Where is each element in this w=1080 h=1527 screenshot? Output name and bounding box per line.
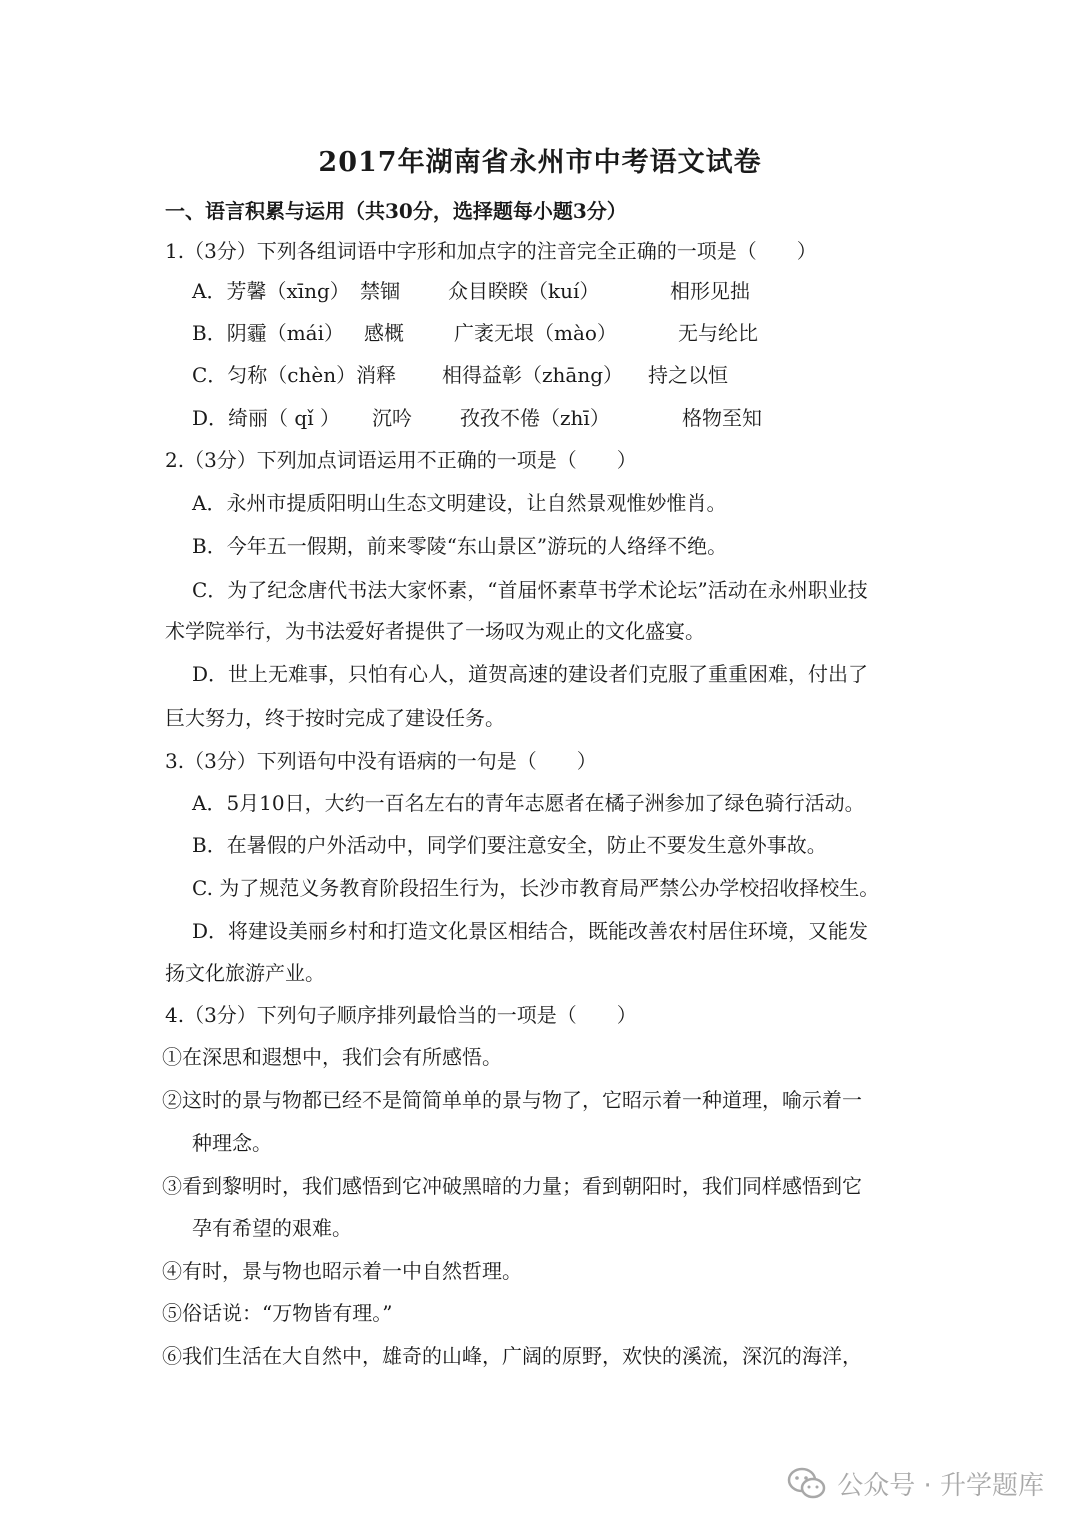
sentence-1: ①在深思和遐想中，我们会有所感悟。 <box>162 1045 502 1069</box>
watermark <box>787 1465 1044 1502</box>
sentence-4: ④有时，景与物也昭示着一中自然哲理。 <box>162 1259 522 1283</box>
sentence-6: ⑥我们生活在大自然中，雄奇的山峰，广阔的原野，欢快的溪流，深沉的海洋， <box>162 1344 862 1368</box>
sentence-3: ③看到黎明时，我们感悟到它冲破黑暗的力量；看到朝阳时，我们同样感悟到它 <box>162 1174 862 1198</box>
question-2-stem: 2.（3分）下列加点词语运用不正确的一项是（ ） <box>165 448 637 472</box>
question-1-option-a: A．芳馨（xīng） 禁锢 众目睽睽（kuí） 相形见拙 <box>192 279 750 303</box>
question-2-option-d-cont: 巨大努力，终于按时完成了建设任务。 <box>165 706 505 730</box>
question-1-stem: 1.（3分）下列各组词语中字形和加点字的注音完全正确的一项是（ ） <box>165 239 817 263</box>
wechat-icon <box>787 1467 827 1501</box>
watermark-text: 公众号 · 升学题库 <box>837 1471 1044 1501</box>
question-2-option-c-cont: 术学院举行，为书法爱好者提供了一场叹为观止的文化盛宴。 <box>165 619 705 643</box>
question-2-option-b: B．今年五一假期，前来零陵“东山景区”游玩的人络绎不绝。 <box>192 534 728 558</box>
question-2-option-d: D．世上无难事，只怕有心人，道贺高速的建设者们克服了重重困难，付出了 <box>192 662 869 686</box>
question-1-option-d: D．绮丽（ qǐ ） 沉吟 孜孜不倦（zhī） 格物至知 <box>192 406 762 430</box>
sentence-3-cont: 孕有希望的艰难。 <box>192 1216 352 1240</box>
question-2-option-c: C．为了纪念唐代书法大家怀素，“首届怀素草书学术论坛”活动在永州职业技 <box>192 578 868 602</box>
question-3-option-b: B．在暑假的户外活动中，同学们要注意安全，防止不要发生意外事故。 <box>192 833 827 857</box>
page-title: 2017年湖南省永州市中考语文试卷 <box>318 147 762 178</box>
question-3-stem: 3.（3分）下列语句中没有语病的一句是（ ） <box>165 749 597 773</box>
question-3-option-d-cont: 扬文化旅游产业。 <box>165 961 325 985</box>
sentence-2-cont: 种理念。 <box>192 1131 272 1155</box>
sentence-2: ②这时的景与物都已经不是简简单单的景与物了，它昭示着一种道理，喻示着一 <box>162 1088 862 1112</box>
question-1-option-c: C．匀称（chèn）消释 相得益彰（zhāng） 持之以恒 <box>192 363 728 387</box>
question-3-option-d: D．将建设美丽乡村和打造文化景区相结合，既能改善农村居住环境，又能发 <box>192 919 869 943</box>
question-3-option-c: C. 为了规范义务教育阶段招生行为，长沙市教育局严禁公办学校招收择校生。 <box>192 876 880 900</box>
question-4-stem: 4.（3分）下列句子顺序排列最恰当的一项是（ ） <box>165 1003 637 1027</box>
question-2-option-a: A．永州市提质阳明山生态文明建设，让自然景观惟妙惟肖。 <box>192 491 727 515</box>
sentence-5: ⑤俗话说：“万物皆有理。” <box>162 1301 393 1325</box>
question-3-option-a: A．5月10日，大约一百名左右的青年志愿者在橘子洲参加了绿色骑行活动。 <box>192 791 865 815</box>
question-1-option-b: B．阴霾（mái） 感概 广袤无垠（mào） 无与纶比 <box>192 321 758 345</box>
section-heading: 一、语言积累与运用（共30分，选择题每小题3分） <box>165 199 627 223</box>
